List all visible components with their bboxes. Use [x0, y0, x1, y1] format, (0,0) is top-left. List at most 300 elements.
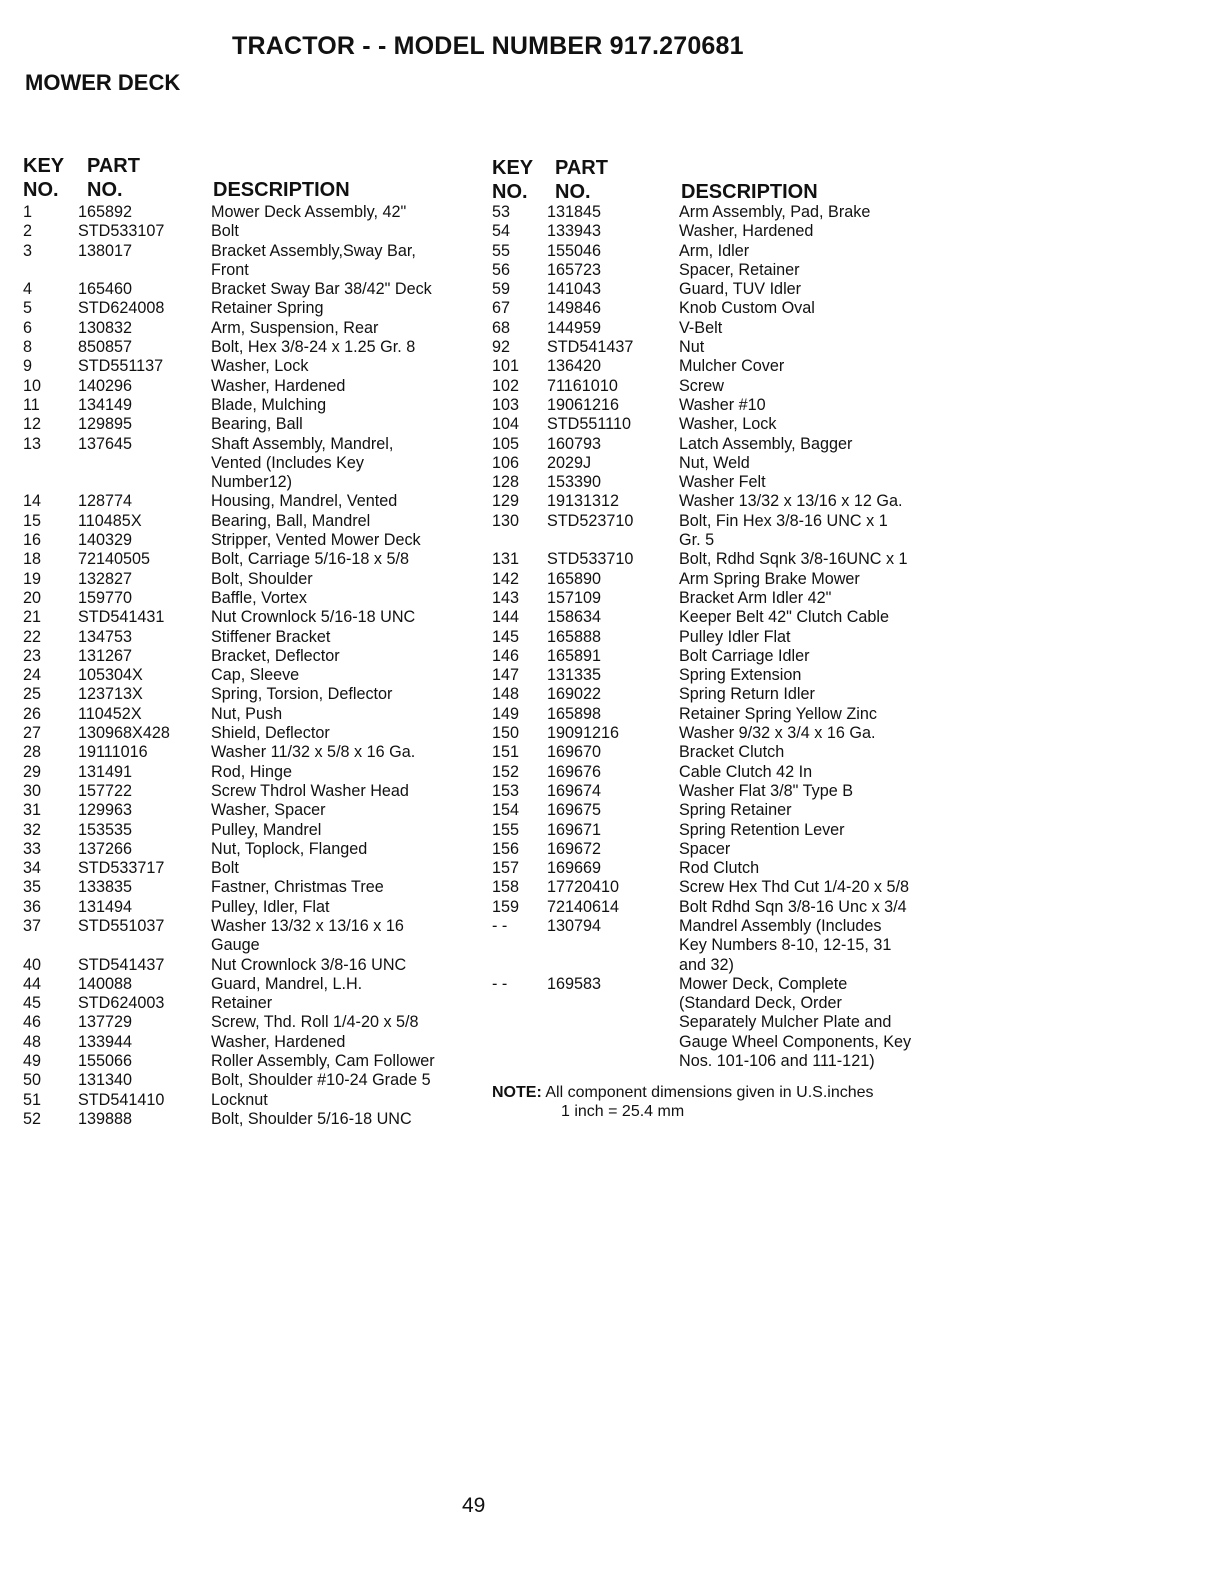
key-number: 152 — [492, 762, 520, 781]
part-number: STD541437 — [78, 955, 165, 974]
note-text: All component dimensions given in U.S.inches — [541, 1084, 874, 1102]
part-number: 153535 — [78, 820, 133, 839]
part-number: 155046 — [547, 241, 602, 260]
key-number: 9 — [23, 357, 33, 376]
part-description: Cable Clutch 42 In — [679, 762, 813, 781]
part-description: Bolt, Shoulder 5/16-18 UNC — [211, 1109, 412, 1128]
part-row — [23, 396, 473, 415]
key-number: 36 — [23, 897, 42, 916]
part-number: 157722 — [78, 781, 133, 800]
note-label: NOTE: — [492, 1084, 542, 1102]
key-number: 128 — [492, 473, 520, 492]
key-number: 4 — [23, 280, 33, 299]
key-number: 144 — [492, 608, 520, 627]
part-row — [23, 1071, 473, 1090]
part-row — [492, 705, 942, 724]
parts-column-right — [492, 155, 942, 1121]
key-number: 158 — [492, 878, 520, 897]
part-description: V-Belt — [679, 318, 723, 337]
part-number: STD624003 — [78, 994, 165, 1013]
key-number: 150 — [492, 724, 520, 743]
part-row — [492, 975, 942, 1071]
key-number: 15 — [23, 511, 42, 530]
key-number: - - — [492, 974, 508, 993]
key-number: 32 — [23, 820, 42, 839]
part-description: Shield, Deflector — [211, 724, 330, 743]
part-row — [23, 840, 473, 859]
part-description: Housing, Mandrel, Vented — [211, 492, 398, 511]
part-row — [23, 821, 473, 840]
part-number: STD523710 — [547, 511, 634, 530]
part-description: Screw, Thd. Roll 1/4-20 x 5/8 — [211, 1013, 419, 1032]
part-description: Mower Deck Assembly, 42" — [211, 203, 407, 221]
part-row — [23, 550, 473, 569]
part-description: Washer Felt — [679, 473, 766, 492]
part-number: 19111016 — [78, 743, 148, 762]
part-number: 155066 — [78, 1052, 133, 1071]
part-row — [492, 242, 942, 261]
part-description: Arm Assembly, Pad, Brake — [679, 203, 871, 221]
part-description: Retainer Spring Yellow Zinc — [679, 704, 877, 723]
part-number: 130832 — [78, 318, 133, 337]
part-row — [23, 666, 473, 685]
part-number: 130794 — [547, 916, 602, 935]
part-row — [23, 203, 473, 222]
part-row — [492, 454, 942, 473]
key-number: 102 — [492, 376, 520, 395]
part-row — [23, 705, 473, 724]
part-row — [23, 415, 473, 434]
part-description: Stripper, Vented Mower Deck — [211, 531, 421, 550]
part-description: Bolt, Rdhd Sqnk 3/8-16UNC x 1 — [679, 550, 908, 569]
part-description: Retainer — [211, 994, 273, 1013]
part-number: STD541410 — [78, 1090, 165, 1109]
part-number: 19061216 — [547, 395, 620, 414]
key-number: 27 — [23, 724, 42, 743]
part-row — [23, 319, 473, 338]
key-number: 35 — [23, 878, 42, 897]
part-row — [492, 435, 942, 454]
part-description: Bracket Clutch — [679, 743, 785, 762]
part-description: Bracket Sway Bar 38/42" Deck — [211, 280, 432, 299]
part-description: Latch Assembly, Bagger — [679, 434, 853, 453]
part-description: Spring, Torsion, Deflector — [211, 685, 393, 704]
part-description: Mower Deck, Complete (Standard Deck, Order Separately Mulcher Plate and Gauge Wheel Components, Key Nos. 101-106 and 111-121) — [679, 974, 912, 1071]
part-description: Spacer — [679, 839, 731, 858]
part-description: Nut, Toplock, Flanged — [211, 839, 368, 858]
part-row — [492, 685, 942, 704]
part-row — [492, 280, 942, 299]
part-description: Keeper Belt 42" Clutch Cable — [679, 608, 890, 627]
part-row — [23, 859, 473, 878]
key-number: 45 — [23, 994, 42, 1013]
part-description: Shaft Assembly, Mandrel, Vented (Includes Key Number12) — [211, 434, 394, 492]
key-number: 21 — [23, 608, 42, 627]
part-row — [23, 628, 473, 647]
part-row — [492, 512, 942, 551]
key-header-top: KEY — [492, 157, 534, 179]
part-description: Bolt Carriage Idler — [679, 646, 810, 665]
key-number: 49 — [23, 1052, 42, 1071]
part-number: 165898 — [547, 704, 602, 723]
part-row — [492, 878, 942, 897]
part-row — [492, 357, 942, 376]
part-description: Washer #10 — [679, 395, 766, 414]
part-description: Knob Custom Oval — [679, 299, 815, 318]
part-row — [23, 589, 473, 608]
key-number: 59 — [492, 280, 511, 299]
part-number: 165460 — [78, 280, 133, 299]
part-description: Nut, Push — [211, 704, 283, 723]
key-number: 11 — [23, 395, 40, 414]
part-number: STD551137 — [78, 357, 164, 376]
part-description: Bearing, Ball — [211, 415, 303, 434]
part-description: Baffle, Vortex — [211, 588, 307, 607]
part-description: Bolt, Fin Hex 3/8-16 UNC x 1 Gr. 5 — [679, 511, 888, 550]
part-row — [492, 628, 942, 647]
part-row — [492, 763, 942, 782]
part-number: 105304X — [78, 666, 143, 685]
part-number: 141043 — [547, 280, 602, 299]
part-row — [23, 647, 473, 666]
part-number: 165891 — [547, 646, 602, 665]
part-row — [492, 338, 942, 357]
part-number: 134149 — [78, 395, 133, 414]
key-number: 44 — [23, 974, 42, 993]
part-row — [23, 956, 473, 975]
part-number: 71161010 — [547, 376, 618, 395]
key-number: 148 — [492, 685, 520, 704]
part-description: Fastner, Christmas Tree — [211, 878, 384, 897]
part-description: Arm, Idler — [679, 241, 750, 260]
part-description: Washer 13/32 x 13/16 x 12 Ga. — [679, 492, 903, 511]
key-number: 145 — [492, 627, 520, 646]
part-row — [492, 299, 942, 318]
part-row — [492, 473, 942, 492]
part-row — [492, 377, 942, 396]
part-description: Washer 9/32 x 3/4 x 16 Ga. — [679, 724, 876, 743]
section-title: MOWER DECK — [25, 70, 181, 95]
part-number: 131267 — [78, 646, 133, 665]
part-row — [23, 280, 473, 299]
part-row — [492, 898, 942, 917]
part-description: Bolt, Shoulder — [211, 569, 313, 588]
key-number: 26 — [23, 704, 42, 723]
part-description: Spring Retention Lever — [679, 820, 845, 839]
part-description: Pulley Idler Flat — [679, 627, 791, 646]
part-description: Bolt, Carriage 5/16-18 x 5/8 — [211, 550, 409, 569]
key-number: 13 — [23, 434, 42, 453]
part-description: Bolt — [211, 859, 239, 878]
part-row — [23, 242, 473, 281]
key-number: 67 — [492, 299, 511, 318]
part-row — [492, 550, 942, 569]
key-number: 101 — [492, 357, 520, 376]
part-number: 160793 — [547, 434, 602, 453]
part-number: 169670 — [547, 743, 602, 762]
part-number: 169583 — [547, 974, 602, 993]
part-row — [492, 203, 942, 222]
part-description: Locknut — [211, 1090, 268, 1109]
key-header-bottom: NO. — [23, 179, 59, 201]
part-row — [23, 743, 473, 762]
part-description: Cap, Sleeve — [211, 666, 300, 685]
part-description: Spacer, Retainer — [679, 260, 800, 279]
part-row — [492, 570, 942, 589]
key-number: 46 — [23, 1013, 42, 1032]
key-number: 50 — [23, 1071, 42, 1090]
part-row — [23, 357, 473, 376]
part-number: 123713X — [78, 685, 143, 704]
part-description: Blade, Mulching — [211, 395, 327, 414]
part-header-top: PART — [87, 155, 140, 177]
key-number: 28 — [23, 743, 42, 762]
part-row — [23, 685, 473, 704]
key-number: 2 — [23, 222, 33, 241]
part-row — [23, 763, 473, 782]
part-description: Bolt — [211, 222, 239, 241]
key-number: 154 — [492, 801, 520, 820]
part-header-bottom: NO. — [87, 179, 123, 201]
part-number: 110485X — [78, 511, 142, 530]
key-number: 143 — [492, 588, 520, 607]
key-number: 10 — [23, 376, 42, 395]
key-number: 56 — [492, 260, 511, 279]
part-number: 140088 — [78, 974, 133, 993]
part-description: Roller Assembly, Cam Follower — [211, 1052, 435, 1071]
key-number: 55 — [492, 241, 511, 260]
key-number: 153 — [492, 781, 520, 800]
part-number: 139888 — [78, 1109, 133, 1128]
part-row — [492, 261, 942, 280]
key-number: 6 — [23, 318, 33, 337]
part-number: 131494 — [78, 897, 133, 916]
key-number: 104 — [492, 415, 520, 434]
part-number: 72140505 — [78, 550, 151, 569]
part-description: Stiffener Bracket — [211, 627, 331, 646]
key-number: 19 — [23, 569, 42, 588]
part-number: 159770 — [78, 588, 133, 607]
part-number: 165723 — [547, 260, 602, 279]
part-description: Pulley, Idler, Flat — [211, 897, 330, 916]
part-number: 169672 — [547, 839, 602, 858]
part-row — [492, 589, 942, 608]
part-number: 131340 — [78, 1071, 133, 1090]
key-number: 103 — [492, 395, 520, 414]
parts-column-left — [23, 155, 473, 1129]
part-row — [492, 492, 942, 511]
part-number: 140296 — [78, 376, 133, 395]
key-number: 40 — [23, 955, 42, 974]
part-header-bottom: NO. — [555, 181, 591, 203]
key-number: 51 — [23, 1090, 42, 1109]
part-description: Washer, Hardened — [211, 376, 346, 395]
part-number: 153390 — [547, 473, 602, 492]
dimension-note — [492, 1083, 942, 1121]
part-number: 165888 — [547, 627, 602, 646]
part-row — [23, 1091, 473, 1110]
page-title: TRACTOR - - MODEL NUMBER 917.270681 — [232, 32, 744, 60]
part-row — [23, 898, 473, 917]
part-number: 169676 — [547, 762, 602, 781]
part-description: Nut Crownlock 3/8-16 UNC — [211, 955, 407, 974]
key-number: 142 — [492, 569, 520, 588]
part-row — [23, 608, 473, 627]
part-number: 157109 — [547, 588, 602, 607]
part-description: Washer, Lock — [679, 415, 777, 434]
key-number: 22 — [23, 627, 42, 646]
part-number: 169675 — [547, 801, 602, 820]
key-number: 54 — [492, 222, 511, 241]
part-number: 850857 — [78, 338, 133, 357]
part-row — [23, 377, 473, 396]
part-description: Spring Extension — [679, 666, 802, 685]
part-description: Guard, Mandrel, L.H. — [211, 974, 363, 993]
part-row — [23, 1013, 473, 1032]
part-row — [23, 338, 473, 357]
part-description: Bolt, Shoulder #10-24 Grade 5 — [211, 1071, 431, 1090]
part-description: Washer 11/32 x 5/8 x 16 Ga. — [211, 743, 416, 762]
key-number: 92 — [492, 338, 511, 357]
key-number: 16 — [23, 531, 42, 550]
part-description: Bracket Arm Idler 42" — [679, 588, 832, 607]
part-row — [23, 975, 473, 994]
part-header-top: PART — [555, 157, 608, 179]
description-header: DESCRIPTION — [213, 179, 350, 201]
part-number: STD541437 — [547, 338, 634, 357]
part-row — [23, 512, 473, 531]
part-row — [492, 666, 942, 685]
key-number: 156 — [492, 839, 520, 858]
parts-list-left — [23, 203, 473, 1129]
key-number: 53 — [492, 203, 511, 221]
part-number: 140329 — [78, 531, 133, 550]
part-number: STD533107 — [78, 222, 165, 241]
key-number: 129 — [492, 492, 520, 511]
part-number: 165892 — [78, 203, 133, 221]
part-description: Rod Clutch — [679, 859, 760, 878]
part-row — [23, 1033, 473, 1052]
key-number: 37 — [23, 916, 42, 935]
part-description: Nut — [679, 338, 705, 357]
key-number: 3 — [23, 241, 33, 260]
part-number: STD533717 — [78, 859, 165, 878]
key-number: 31 — [23, 801, 42, 820]
part-description: Washer Flat 3/8" Type B — [679, 781, 853, 800]
part-row — [492, 821, 942, 840]
part-row — [23, 724, 473, 743]
part-row — [492, 415, 942, 434]
key-number: 155 — [492, 820, 520, 839]
part-row — [492, 608, 942, 627]
part-number: 136420 — [547, 357, 602, 376]
part-row — [23, 801, 473, 820]
part-description: Mulcher Cover — [679, 357, 785, 376]
key-number: 147 — [492, 666, 520, 685]
part-number: STD624008 — [78, 299, 165, 318]
part-description: Washer, Lock — [211, 357, 309, 376]
key-number: 1 — [23, 203, 33, 221]
note-conversion: 1 inch = 25.4 mm — [561, 1103, 685, 1121]
key-number: 24 — [23, 666, 42, 685]
part-description: Nut Crownlock 5/16-18 UNC — [211, 608, 416, 627]
column-header — [492, 155, 942, 203]
part-row — [23, 1110, 473, 1129]
description-header: DESCRIPTION — [681, 181, 818, 203]
part-number: 17720410 — [547, 878, 620, 897]
key-number: 25 — [23, 685, 42, 704]
key-number: 48 — [23, 1032, 42, 1051]
part-number: 133943 — [547, 222, 602, 241]
key-number: 33 — [23, 839, 42, 858]
key-number: 23 — [23, 646, 42, 665]
part-row — [23, 917, 473, 956]
part-description: Washer, Hardened — [211, 1032, 346, 1051]
part-row — [492, 917, 942, 975]
part-description: Spring Retainer — [679, 801, 792, 820]
part-row — [492, 396, 942, 415]
part-row — [492, 840, 942, 859]
part-number: 131335 — [547, 666, 602, 685]
part-number: 169669 — [547, 859, 602, 878]
part-description: Washer 13/32 x 13/16 x 16 Gauge — [211, 916, 404, 955]
part-row — [23, 878, 473, 897]
part-description: Screw Hex Thd Cut 1/4-20 x 5/8 — [679, 878, 910, 897]
key-number: 106 — [492, 453, 520, 472]
part-row — [23, 531, 473, 550]
key-number: 131 — [492, 550, 520, 569]
part-number: 165890 — [547, 569, 602, 588]
key-number: 130 — [492, 511, 520, 530]
part-row — [492, 647, 942, 666]
part-number: 137266 — [78, 839, 133, 858]
part-number: 169022 — [547, 685, 602, 704]
part-row — [492, 782, 942, 801]
key-number: 18 — [23, 550, 42, 569]
part-description: Arm, Suspension, Rear — [211, 318, 379, 337]
part-description: Spring Return Idler — [679, 685, 815, 704]
part-number: 158634 — [547, 608, 602, 627]
key-number: 20 — [23, 588, 42, 607]
key-header-bottom: NO. — [492, 181, 528, 203]
part-description: Nut, Weld — [679, 453, 750, 472]
key-number: 30 — [23, 781, 42, 800]
part-number: 134753 — [78, 627, 133, 646]
part-description: Mandrel Assembly (Includes Key Numbers 8-10, 12-15, 31 and 32) — [679, 916, 892, 974]
part-row — [492, 222, 942, 241]
part-row — [23, 222, 473, 241]
part-row — [492, 801, 942, 820]
part-number: 138017 — [78, 241, 133, 260]
part-description: Arm Spring Brake Mower — [679, 569, 860, 588]
part-description: Pulley, Mandrel — [211, 820, 322, 839]
part-number: 131845 — [547, 203, 602, 221]
part-number: 131491 — [78, 762, 133, 781]
part-number: 130968X428 — [78, 724, 170, 743]
part-description: Rod, Hinge — [211, 762, 292, 781]
key-header-top: KEY — [23, 155, 65, 177]
part-row — [23, 1052, 473, 1071]
part-row — [23, 299, 473, 318]
key-number: - - — [492, 916, 508, 935]
key-number: 34 — [23, 859, 42, 878]
part-row — [492, 859, 942, 878]
part-description: Bracket, Deflector — [211, 646, 340, 665]
part-row — [492, 724, 942, 743]
part-number: 128774 — [78, 492, 133, 511]
part-row — [23, 782, 473, 801]
key-number: 157 — [492, 859, 520, 878]
